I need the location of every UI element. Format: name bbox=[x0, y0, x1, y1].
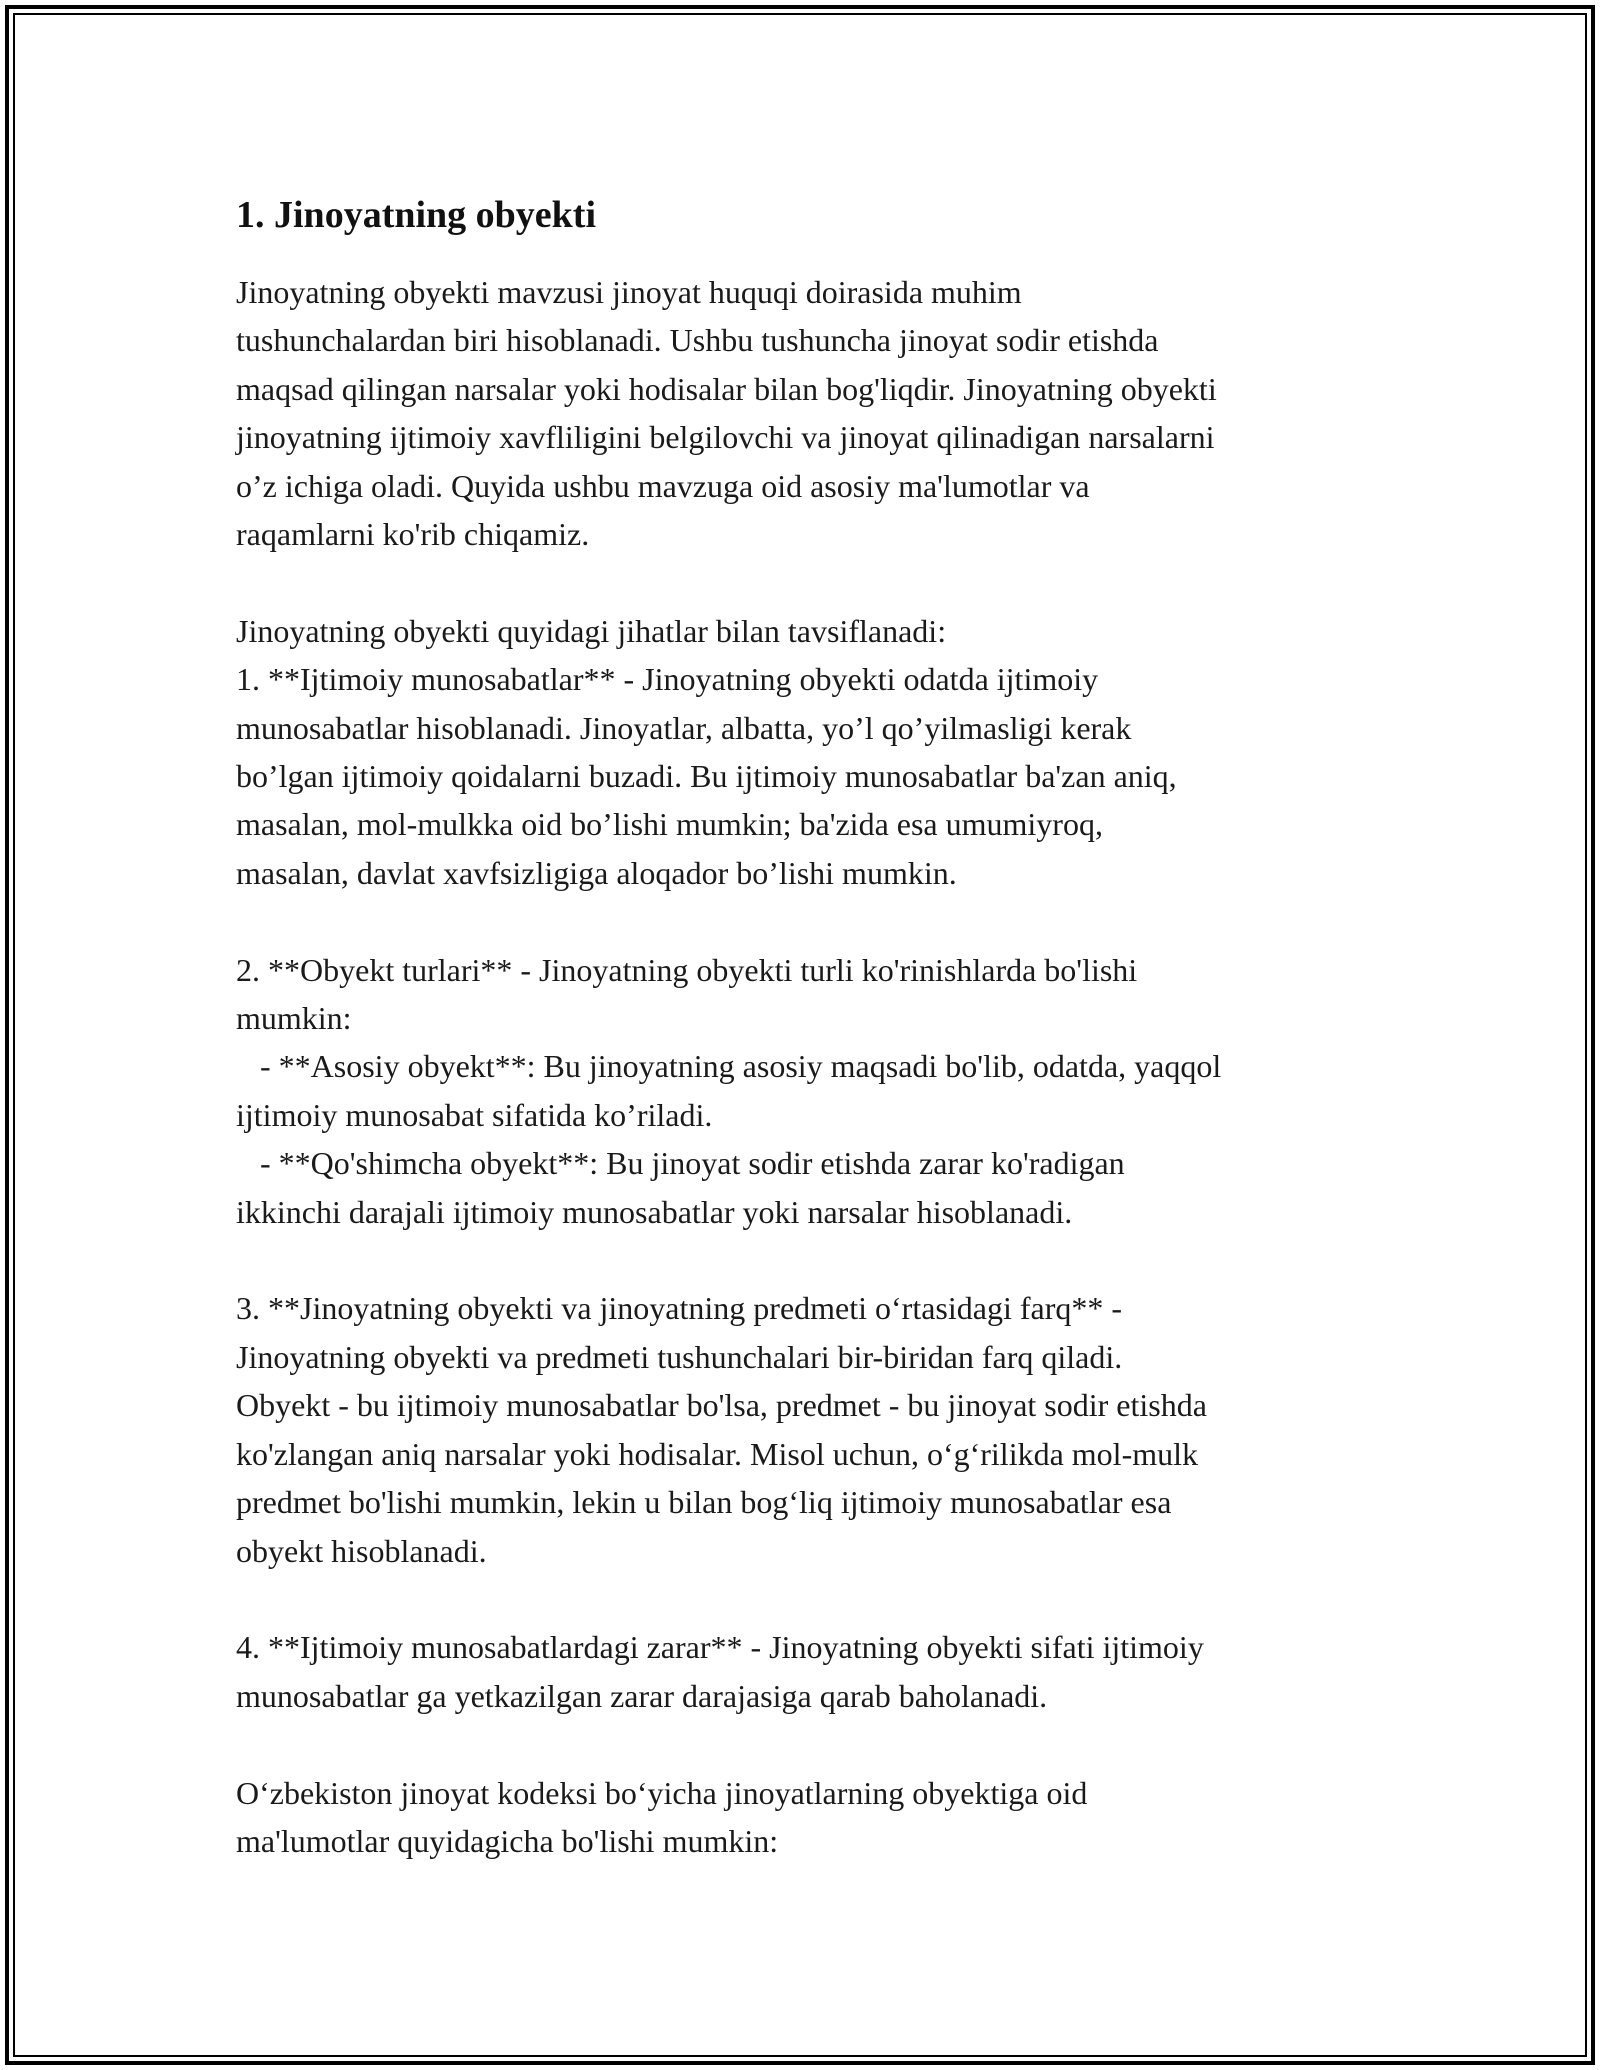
list-item-harm: 4. **Ijtimoiy munosabatlardagi zarar** - Jinoyatning obyekti sifati ijtimoiy munosabatlar ga yetkazilgan zarar darajasiga qarab baholanadi. bbox=[236, 1629, 1204, 1714]
list-item-object-vs-subject: 3. **Jinoyatning obyekti va jinoyatning predmeti o‘rtasidagi farq** - Jinoyatning obyekti va predmeti tushunchalari bir-biridan farq qiladi. Obyekt - bu ijtimoiy munosabatlar bo'lsa, predmet - bu jinoyat sodir etishda ko'zlangan aniq narsalar yoki hodisalar. Misol uchun, o‘g‘rilikda mol-mulk predmet bo'lishi mumkin, lekin u bilan bog‘liq ijtimoiy munosabatlar esa obyekt hisoblanadi. bbox=[236, 1290, 1207, 1569]
list-item-social-relations: Jinoyatning obyekti quyidagi jihatlar bilan tavsiflanadi: 1. **Ijtimoiy munosabatlar** - Jinoyatning obyekti odatda ijtimoiy munosabatlar hisoblanadi. Jinoyatlar, albatta, yo’l qo’yilmasligi kerak bo’lgan ijtimoiy qoidalarni buzadi. Bu ijtimoiy munosabatlar ba'zan aniq, masalan, mol-mulkka oid bo’lishi mumkin; ba'zida esa umumiyroq, masalan, davlat xavfsizligiga aloqador bo’lishi mumkin. bbox=[236, 612, 1177, 891]
document-body bbox=[236, 188, 1376, 1865]
paragraph-spacer bbox=[236, 897, 1376, 945]
paragraph-spacer bbox=[236, 1575, 1376, 1623]
intro-paragraph: Jinoyatning obyekti mavzusi jinoyat huquqi doirasida muhim tushunchalardan biri hisoblanadi. Ushbu tushuncha jinoyat sodir etishda maqsad qilingan narsalar yoki hodisalar bilan bog'liqdir. Jinoyatning obyekti jinoyatning ijtimoiy xavfliligini belgilovchi va jinoyat qilinadigan narsalarni o’z ichiga oladi. Quyida ushbu mavzuga oid asosiy ma'lumotlar va raqamlarni ko'rib chiqamiz. bbox=[236, 274, 1217, 553]
list-item-object-types: 2. **Obyekt turlari** - Jinoyatning obyekti turli ko'rinishlarda bo'lishi mumkin: - **Asosiy obyekt**: Bu jinoyatning asosiy maqsadi bo'lib, odatda, yaqqol ijtimoiy munosabat sifatida ko’riladi. - **Qo'shimcha obyekt**: Bu jinoyat sodir etishda zarar ko'radigan ikkinchi darajali ijtimoiy munosabatlar yoki narsalar hisoblanadi. bbox=[236, 951, 1222, 1230]
paragraph-spacer bbox=[236, 558, 1376, 606]
paragraph-spacer bbox=[236, 1236, 1376, 1284]
paragraph-spacer bbox=[236, 1720, 1376, 1768]
section-title: 1. Jinoyatning obyekti bbox=[236, 194, 597, 236]
closing-paragraph: O‘zbekiston jinoyat kodeksi bo‘yicha jinoyatlarning obyektiga oid ma'lumotlar quyidagicha bo'lishi mumkin: bbox=[236, 1774, 1088, 1859]
